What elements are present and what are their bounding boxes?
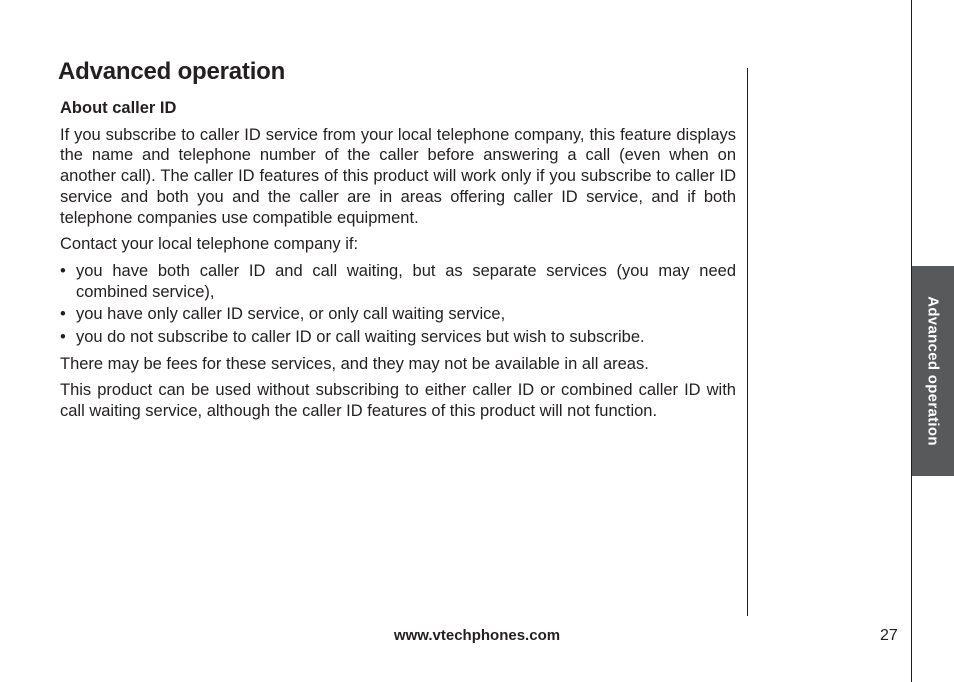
- intro-paragraph: If you subscribe to caller ID service from your local telephone company, this feature displays the name and telephone number of the caller before answering a call (even when on another call). The caller ID features of this product will work only if you subscribe to caller ID service and both you and the caller are in areas offering caller ID service, and if both telephone companies use compatible equipment.: [60, 125, 736, 227]
- bullet-icon: •: [60, 261, 66, 280]
- list-item-text: you do not subscribe to caller ID or call waiting services but wish to subscribe.: [76, 328, 645, 347]
- column-divider: [747, 68, 748, 616]
- bullet-icon: •: [60, 328, 66, 347]
- footer-url: www.vtechphones.com: [393, 627, 561, 644]
- page-title: Advanced operation: [58, 58, 286, 85]
- fees-paragraph: There may be fees for these services, and they may not be available in all areas.: [60, 354, 649, 373]
- bullet-icon: •: [60, 305, 66, 324]
- main-content: [60, 98, 736, 428]
- conditions-list: [60, 261, 736, 348]
- closing-paragraph: This product can be used without subscribing to either caller ID or combined caller ID with call waiting service, although the caller ID features of this product will not function.: [60, 381, 736, 421]
- list-item-text: you have both caller ID and call waiting, but as separate services (you may need combined service),: [76, 261, 736, 301]
- list-item: [60, 261, 736, 302]
- section-heading: About caller ID: [60, 99, 177, 117]
- page-number: 27: [880, 627, 898, 644]
- side-tab: [912, 266, 954, 476]
- list-item: [60, 327, 736, 348]
- side-tab-label: Advanced operation: [924, 296, 942, 446]
- list-item: [60, 304, 736, 325]
- list-item-text: you have only caller ID service, or only call waiting service,: [76, 305, 506, 324]
- contact-paragraph: Contact your local telephone company if:: [60, 235, 359, 254]
